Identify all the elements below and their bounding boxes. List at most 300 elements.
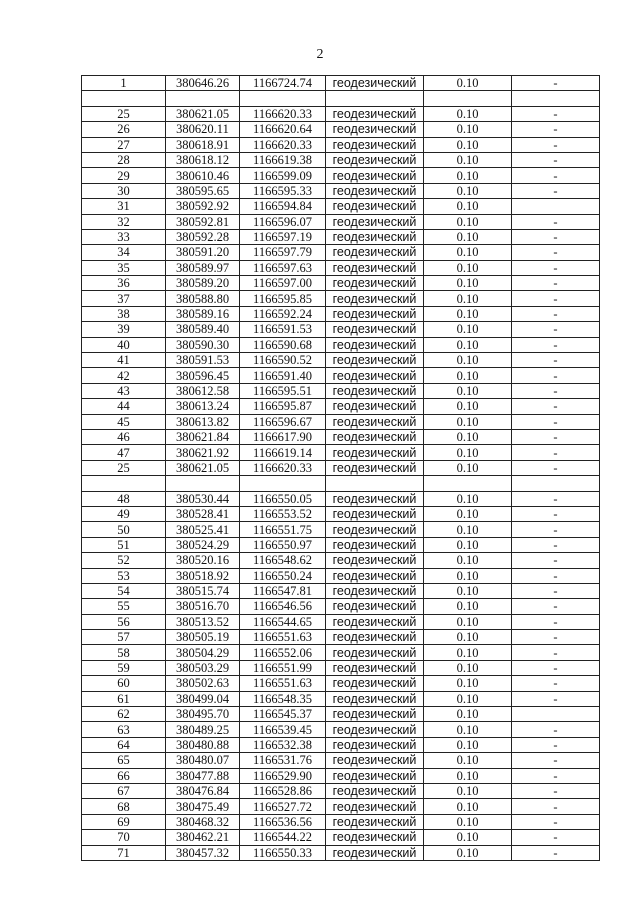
note-cell: - bbox=[512, 260, 600, 275]
table-row bbox=[82, 599, 600, 614]
note-cell: - bbox=[512, 229, 600, 244]
x-coordinate-cell: 380480.88 bbox=[166, 737, 240, 752]
x-coordinate-cell: 380495.70 bbox=[166, 707, 240, 722]
table-row bbox=[82, 630, 600, 645]
method-cell: геодезический bbox=[326, 783, 424, 798]
method-cell: геодезический bbox=[326, 630, 424, 645]
point-number-cell: 48 bbox=[82, 491, 166, 506]
point-number-cell: 25 bbox=[82, 106, 166, 121]
method-cell: геодезический bbox=[326, 199, 424, 214]
page-number: 2 bbox=[316, 47, 324, 62]
empty-cell bbox=[82, 476, 166, 491]
y-coordinate-cell: 1166550.33 bbox=[240, 845, 326, 860]
point-number-cell: 67 bbox=[82, 783, 166, 798]
point-number-cell: 65 bbox=[82, 753, 166, 768]
table-row bbox=[82, 506, 600, 521]
accuracy-cell: 0.10 bbox=[424, 106, 512, 121]
method-cell: геодезический bbox=[326, 568, 424, 583]
accuracy-cell: 0.10 bbox=[424, 737, 512, 752]
table-row bbox=[82, 306, 600, 321]
method-cell: геодезический bbox=[326, 506, 424, 521]
method-cell: геодезический bbox=[326, 414, 424, 429]
method-cell: геодезический bbox=[326, 322, 424, 337]
point-number-cell: 56 bbox=[82, 614, 166, 629]
x-coordinate-cell: 380618.91 bbox=[166, 137, 240, 152]
table-row bbox=[82, 322, 600, 337]
y-coordinate-cell: 1166553.52 bbox=[240, 506, 326, 521]
point-number-cell: 61 bbox=[82, 691, 166, 706]
table-row bbox=[82, 445, 600, 460]
point-number-cell: 46 bbox=[82, 429, 166, 444]
x-coordinate-cell: 380590.30 bbox=[166, 337, 240, 352]
y-coordinate-cell: 1166545.37 bbox=[240, 707, 326, 722]
method-cell: геодезический bbox=[326, 106, 424, 121]
table-row bbox=[82, 491, 600, 506]
x-coordinate-cell: 380595.65 bbox=[166, 183, 240, 198]
note-cell: - bbox=[512, 183, 600, 198]
accuracy-cell: 0.10 bbox=[424, 460, 512, 475]
table-row bbox=[82, 460, 600, 475]
accuracy-cell: 0.10 bbox=[424, 337, 512, 352]
y-coordinate-cell: 1166620.33 bbox=[240, 137, 326, 152]
table-row bbox=[82, 168, 600, 183]
note-cell: - bbox=[512, 783, 600, 798]
y-coordinate-cell: 1166599.09 bbox=[240, 168, 326, 183]
point-number-cell: 53 bbox=[82, 568, 166, 583]
x-coordinate-cell: 380499.04 bbox=[166, 691, 240, 706]
point-number-cell: 30 bbox=[82, 183, 166, 198]
x-coordinate-cell: 380518.92 bbox=[166, 568, 240, 583]
method-cell: геодезический bbox=[326, 291, 424, 306]
point-number-cell: 70 bbox=[82, 830, 166, 845]
empty-cell bbox=[166, 91, 240, 106]
note-cell: - bbox=[512, 814, 600, 829]
x-coordinate-cell: 380480.07 bbox=[166, 753, 240, 768]
y-coordinate-cell: 1166551.75 bbox=[240, 522, 326, 537]
x-coordinate-cell: 380475.49 bbox=[166, 799, 240, 814]
method-cell: геодезический bbox=[326, 137, 424, 152]
x-coordinate-cell: 380502.63 bbox=[166, 676, 240, 691]
x-coordinate-cell: 380620.11 bbox=[166, 122, 240, 137]
x-coordinate-cell: 380489.25 bbox=[166, 722, 240, 737]
method-cell: геодезический bbox=[326, 368, 424, 383]
x-coordinate-cell: 380468.32 bbox=[166, 814, 240, 829]
y-coordinate-cell: 1166595.51 bbox=[240, 383, 326, 398]
empty-cell bbox=[424, 91, 512, 106]
note-cell: - bbox=[512, 137, 600, 152]
accuracy-cell: 0.10 bbox=[424, 199, 512, 214]
accuracy-cell: 0.10 bbox=[424, 491, 512, 506]
table-row bbox=[82, 260, 600, 275]
point-number-cell: 31 bbox=[82, 199, 166, 214]
point-number-cell: 68 bbox=[82, 799, 166, 814]
method-cell: геодезический bbox=[326, 707, 424, 722]
accuracy-cell: 0.10 bbox=[424, 291, 512, 306]
point-number-cell: 28 bbox=[82, 152, 166, 167]
y-coordinate-cell: 1166528.86 bbox=[240, 783, 326, 798]
x-coordinate-cell: 380513.52 bbox=[166, 614, 240, 629]
note-cell: - bbox=[512, 106, 600, 121]
y-coordinate-cell: 1166596.67 bbox=[240, 414, 326, 429]
accuracy-cell: 0.10 bbox=[424, 368, 512, 383]
x-coordinate-cell: 380516.70 bbox=[166, 599, 240, 614]
table-row bbox=[82, 368, 600, 383]
table-row bbox=[82, 429, 600, 444]
method-cell: геодезический bbox=[326, 583, 424, 598]
method-cell: геодезический bbox=[326, 553, 424, 568]
method-cell: геодезический bbox=[326, 660, 424, 675]
point-number-cell: 38 bbox=[82, 306, 166, 321]
note-cell: - bbox=[512, 722, 600, 737]
point-number-cell: 58 bbox=[82, 645, 166, 660]
point-number-cell: 27 bbox=[82, 137, 166, 152]
method-cell: геодезический bbox=[326, 753, 424, 768]
note-cell: - bbox=[512, 506, 600, 521]
x-coordinate-cell: 380592.28 bbox=[166, 229, 240, 244]
table-row bbox=[82, 199, 600, 214]
x-coordinate-cell: 380515.74 bbox=[166, 583, 240, 598]
accuracy-cell: 0.10 bbox=[424, 245, 512, 260]
note-cell bbox=[512, 707, 600, 722]
point-number-cell: 55 bbox=[82, 599, 166, 614]
note-cell: - bbox=[512, 537, 600, 552]
accuracy-cell: 0.10 bbox=[424, 137, 512, 152]
note-cell: - bbox=[512, 630, 600, 645]
note-cell: - bbox=[512, 660, 600, 675]
point-number-cell: 71 bbox=[82, 845, 166, 860]
y-coordinate-cell: 1166550.05 bbox=[240, 491, 326, 506]
table-row bbox=[82, 399, 600, 414]
empty-cell bbox=[166, 476, 240, 491]
table-row bbox=[82, 353, 600, 368]
table-row bbox=[82, 783, 600, 798]
note-cell: - bbox=[512, 553, 600, 568]
x-coordinate-cell: 380592.92 bbox=[166, 199, 240, 214]
method-cell: геодезический bbox=[326, 814, 424, 829]
point-number-cell: 66 bbox=[82, 768, 166, 783]
method-cell: геодезический bbox=[326, 76, 424, 91]
point-number-cell: 52 bbox=[82, 553, 166, 568]
point-number-cell: 37 bbox=[82, 291, 166, 306]
y-coordinate-cell: 1166590.68 bbox=[240, 337, 326, 352]
table-row bbox=[82, 122, 600, 137]
point-number-cell: 36 bbox=[82, 276, 166, 291]
note-cell: - bbox=[512, 276, 600, 291]
table-row bbox=[82, 845, 600, 860]
y-coordinate-cell: 1166544.22 bbox=[240, 830, 326, 845]
point-number-cell: 64 bbox=[82, 737, 166, 752]
x-coordinate-cell: 380613.82 bbox=[166, 414, 240, 429]
note-cell: - bbox=[512, 76, 600, 91]
point-number-cell: 35 bbox=[82, 260, 166, 275]
note-cell: - bbox=[512, 245, 600, 260]
note-cell: - bbox=[512, 799, 600, 814]
method-cell: геодезический bbox=[326, 722, 424, 737]
table-row bbox=[82, 553, 600, 568]
x-coordinate-cell: 380476.84 bbox=[166, 783, 240, 798]
y-coordinate-cell: 1166597.79 bbox=[240, 245, 326, 260]
method-cell: геодезический bbox=[326, 260, 424, 275]
note-cell: - bbox=[512, 737, 600, 752]
y-coordinate-cell: 1166595.85 bbox=[240, 291, 326, 306]
table-row bbox=[82, 214, 600, 229]
x-coordinate-cell: 380613.24 bbox=[166, 399, 240, 414]
accuracy-cell: 0.10 bbox=[424, 414, 512, 429]
x-coordinate-cell: 380621.05 bbox=[166, 460, 240, 475]
point-number-cell: 33 bbox=[82, 229, 166, 244]
method-cell: геодезический bbox=[326, 522, 424, 537]
y-coordinate-cell: 1166597.19 bbox=[240, 229, 326, 244]
y-coordinate-cell: 1166724.74 bbox=[240, 76, 326, 91]
x-coordinate-cell: 380477.88 bbox=[166, 768, 240, 783]
accuracy-cell: 0.10 bbox=[424, 260, 512, 275]
note-cell: - bbox=[512, 322, 600, 337]
accuracy-cell: 0.10 bbox=[424, 399, 512, 414]
note-cell: - bbox=[512, 383, 600, 398]
x-coordinate-cell: 380589.97 bbox=[166, 260, 240, 275]
method-cell: геодезический bbox=[326, 445, 424, 460]
x-coordinate-cell: 380457.32 bbox=[166, 845, 240, 860]
y-coordinate-cell: 1166619.38 bbox=[240, 152, 326, 167]
table-row bbox=[82, 676, 600, 691]
table-row-separator bbox=[82, 91, 600, 106]
x-coordinate-cell: 380504.29 bbox=[166, 645, 240, 660]
accuracy-cell: 0.10 bbox=[424, 506, 512, 521]
y-coordinate-cell: 1166590.52 bbox=[240, 353, 326, 368]
x-coordinate-cell: 380589.16 bbox=[166, 306, 240, 321]
empty-cell bbox=[424, 476, 512, 491]
x-coordinate-cell: 380591.53 bbox=[166, 353, 240, 368]
table-row bbox=[82, 645, 600, 660]
point-number-cell: 57 bbox=[82, 630, 166, 645]
method-cell: геодезический bbox=[326, 276, 424, 291]
x-coordinate-cell: 380524.29 bbox=[166, 537, 240, 552]
table-row bbox=[82, 137, 600, 152]
method-cell: геодезический bbox=[326, 214, 424, 229]
x-coordinate-cell: 380610.46 bbox=[166, 168, 240, 183]
table-row bbox=[82, 76, 600, 91]
x-coordinate-cell: 380588.80 bbox=[166, 291, 240, 306]
y-coordinate-cell: 1166596.07 bbox=[240, 214, 326, 229]
y-coordinate-cell: 1166617.90 bbox=[240, 429, 326, 444]
y-coordinate-cell: 1166591.40 bbox=[240, 368, 326, 383]
y-coordinate-cell: 1166619.14 bbox=[240, 445, 326, 460]
x-coordinate-cell: 380596.45 bbox=[166, 368, 240, 383]
accuracy-cell: 0.10 bbox=[424, 322, 512, 337]
method-cell: геодезический bbox=[326, 183, 424, 198]
point-number-cell: 1 bbox=[82, 76, 166, 91]
x-coordinate-cell: 380621.84 bbox=[166, 429, 240, 444]
accuracy-cell: 0.10 bbox=[424, 568, 512, 583]
note-cell: - bbox=[512, 368, 600, 383]
y-coordinate-cell: 1166620.33 bbox=[240, 460, 326, 475]
note-cell: - bbox=[512, 830, 600, 845]
accuracy-cell: 0.10 bbox=[424, 783, 512, 798]
accuracy-cell: 0.10 bbox=[424, 630, 512, 645]
table-row bbox=[82, 337, 600, 352]
point-number-cell: 26 bbox=[82, 122, 166, 137]
accuracy-cell: 0.10 bbox=[424, 722, 512, 737]
method-cell: геодезический bbox=[326, 168, 424, 183]
accuracy-cell: 0.10 bbox=[424, 599, 512, 614]
accuracy-cell: 0.10 bbox=[424, 553, 512, 568]
y-coordinate-cell: 1166532.38 bbox=[240, 737, 326, 752]
method-cell: геодезический bbox=[326, 122, 424, 137]
y-coordinate-cell: 1166550.97 bbox=[240, 537, 326, 552]
accuracy-cell: 0.10 bbox=[424, 229, 512, 244]
accuracy-cell: 0.10 bbox=[424, 276, 512, 291]
table-row bbox=[82, 183, 600, 198]
table-row bbox=[82, 753, 600, 768]
table-row bbox=[82, 245, 600, 260]
y-coordinate-cell: 1166547.81 bbox=[240, 583, 326, 598]
y-coordinate-cell: 1166527.72 bbox=[240, 799, 326, 814]
accuracy-cell: 0.10 bbox=[424, 676, 512, 691]
y-coordinate-cell: 1166591.53 bbox=[240, 322, 326, 337]
accuracy-cell: 0.10 bbox=[424, 537, 512, 552]
empty-cell bbox=[512, 91, 600, 106]
table-row-separator bbox=[82, 476, 600, 491]
y-coordinate-cell: 1166548.62 bbox=[240, 553, 326, 568]
y-coordinate-cell: 1166595.87 bbox=[240, 399, 326, 414]
y-coordinate-cell: 1166551.63 bbox=[240, 630, 326, 645]
x-coordinate-cell: 380589.40 bbox=[166, 322, 240, 337]
table-row bbox=[82, 814, 600, 829]
empty-cell bbox=[326, 91, 424, 106]
note-cell: - bbox=[512, 214, 600, 229]
table-row bbox=[82, 106, 600, 121]
note-cell: - bbox=[512, 491, 600, 506]
y-coordinate-cell: 1166546.56 bbox=[240, 599, 326, 614]
table-row bbox=[82, 414, 600, 429]
table-row bbox=[82, 522, 600, 537]
table-row bbox=[82, 799, 600, 814]
accuracy-cell: 0.10 bbox=[424, 183, 512, 198]
point-number-cell: 44 bbox=[82, 399, 166, 414]
y-coordinate-cell: 1166592.24 bbox=[240, 306, 326, 321]
y-coordinate-cell: 1166548.35 bbox=[240, 691, 326, 706]
point-number-cell: 60 bbox=[82, 676, 166, 691]
note-cell: - bbox=[512, 168, 600, 183]
method-cell: геодезический bbox=[326, 768, 424, 783]
point-number-cell: 29 bbox=[82, 168, 166, 183]
accuracy-cell: 0.10 bbox=[424, 768, 512, 783]
table-row bbox=[82, 291, 600, 306]
y-coordinate-cell: 1166551.99 bbox=[240, 660, 326, 675]
note-cell: - bbox=[512, 614, 600, 629]
method-cell: геодезический bbox=[326, 245, 424, 260]
point-number-cell: 40 bbox=[82, 337, 166, 352]
y-coordinate-cell: 1166529.90 bbox=[240, 768, 326, 783]
accuracy-cell: 0.10 bbox=[424, 522, 512, 537]
x-coordinate-cell: 380612.58 bbox=[166, 383, 240, 398]
method-cell: геодезический bbox=[326, 460, 424, 475]
method-cell: геодезический bbox=[326, 152, 424, 167]
x-coordinate-cell: 380621.92 bbox=[166, 445, 240, 460]
table-row bbox=[82, 383, 600, 398]
method-cell: геодезический bbox=[326, 491, 424, 506]
method-cell: геодезический bbox=[326, 537, 424, 552]
method-cell: геодезический bbox=[326, 337, 424, 352]
accuracy-cell: 0.10 bbox=[424, 614, 512, 629]
point-number-cell: 59 bbox=[82, 660, 166, 675]
note-cell: - bbox=[512, 337, 600, 352]
y-coordinate-cell: 1166620.33 bbox=[240, 106, 326, 121]
x-coordinate-cell: 380591.20 bbox=[166, 245, 240, 260]
method-cell: геодезический bbox=[326, 645, 424, 660]
table-row bbox=[82, 722, 600, 737]
note-cell: - bbox=[512, 399, 600, 414]
note-cell bbox=[512, 199, 600, 214]
x-coordinate-cell: 380530.44 bbox=[166, 491, 240, 506]
x-coordinate-cell: 380646.26 bbox=[166, 76, 240, 91]
y-coordinate-cell: 1166620.64 bbox=[240, 122, 326, 137]
note-cell: - bbox=[512, 445, 600, 460]
method-cell: геодезический bbox=[326, 383, 424, 398]
table-row bbox=[82, 691, 600, 706]
table-row bbox=[82, 568, 600, 583]
note-cell: - bbox=[512, 353, 600, 368]
accuracy-cell: 0.10 bbox=[424, 306, 512, 321]
method-cell: геодезический bbox=[326, 599, 424, 614]
accuracy-cell: 0.10 bbox=[424, 660, 512, 675]
accuracy-cell: 0.10 bbox=[424, 445, 512, 460]
x-coordinate-cell: 380503.29 bbox=[166, 660, 240, 675]
point-number-cell: 45 bbox=[82, 414, 166, 429]
note-cell: - bbox=[512, 845, 600, 860]
y-coordinate-cell: 1166597.63 bbox=[240, 260, 326, 275]
y-coordinate-cell: 1166594.84 bbox=[240, 199, 326, 214]
point-number-cell: 54 bbox=[82, 583, 166, 598]
x-coordinate-cell: 380618.12 bbox=[166, 152, 240, 167]
y-coordinate-cell: 1166539.45 bbox=[240, 722, 326, 737]
note-cell: - bbox=[512, 768, 600, 783]
y-coordinate-cell: 1166531.76 bbox=[240, 753, 326, 768]
method-cell: геодезический bbox=[326, 845, 424, 860]
point-number-cell: 47 bbox=[82, 445, 166, 460]
x-coordinate-cell: 380520.16 bbox=[166, 553, 240, 568]
x-coordinate-cell: 380621.05 bbox=[166, 106, 240, 121]
x-coordinate-cell: 380589.20 bbox=[166, 276, 240, 291]
accuracy-cell: 0.10 bbox=[424, 152, 512, 167]
x-coordinate-cell: 380462.21 bbox=[166, 830, 240, 845]
note-cell: - bbox=[512, 645, 600, 660]
method-cell: геодезический bbox=[326, 830, 424, 845]
accuracy-cell: 0.10 bbox=[424, 214, 512, 229]
table-row bbox=[82, 830, 600, 845]
accuracy-cell: 0.10 bbox=[424, 583, 512, 598]
note-cell: - bbox=[512, 291, 600, 306]
point-number-cell: 63 bbox=[82, 722, 166, 737]
table-row bbox=[82, 152, 600, 167]
x-coordinate-cell: 380525.41 bbox=[166, 522, 240, 537]
note-cell: - bbox=[512, 306, 600, 321]
accuracy-cell: 0.10 bbox=[424, 830, 512, 845]
accuracy-cell: 0.10 bbox=[424, 168, 512, 183]
table-row bbox=[82, 614, 600, 629]
table-row bbox=[82, 537, 600, 552]
note-cell: - bbox=[512, 460, 600, 475]
point-number-cell: 25 bbox=[82, 460, 166, 475]
point-number-cell: 32 bbox=[82, 214, 166, 229]
note-cell: - bbox=[512, 152, 600, 167]
coordinates-table-body bbox=[82, 76, 600, 861]
empty-cell bbox=[82, 91, 166, 106]
point-number-cell: 50 bbox=[82, 522, 166, 537]
point-number-cell: 49 bbox=[82, 506, 166, 521]
note-cell: - bbox=[512, 599, 600, 614]
y-coordinate-cell: 1166597.00 bbox=[240, 276, 326, 291]
